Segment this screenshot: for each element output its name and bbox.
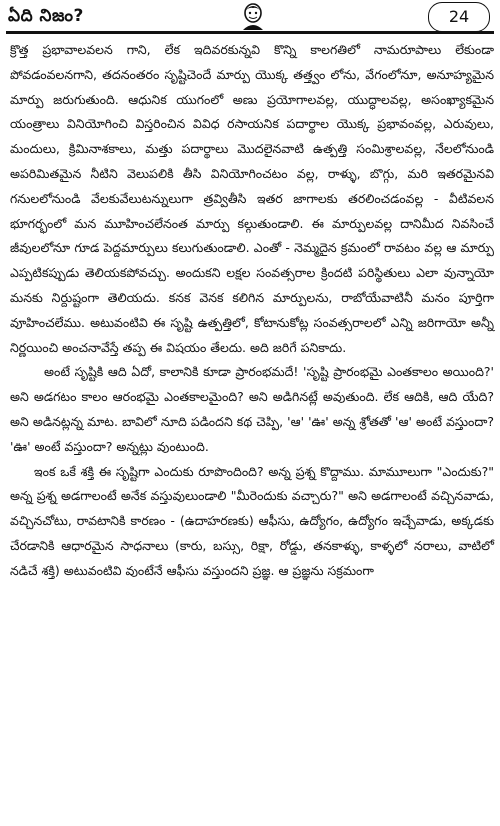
paragraph-2: అంటే సృష్టికి ఆది ఏదో, కాలానికి కూడా ప్రారంభమదే! 'సృష్టి ప్రారంభమై ఎంతకాలం అయింది?' అని అడగటం కాలం ఆరంభమై ఎంతకాలమైంది? అని అడిగినట్లే అవుతుంది. లేక ఆదికి, ఆది యేది? అని అడినట్లన్న మాట. బావిలో నూది పడిందని కథ చెప్పి, 'ఆ' 'ఊ' అన్న శ్రోతతో 'ఆ' అంటే వస్తుందా? 'ఊ' అంటే వస్తుందా? అన్నట్లు వుంటుంది.: [10, 364, 494, 454]
running-title: ఏది నిజం?: [8, 6, 84, 26]
author-portrait-icon: [240, 2, 266, 30]
page-number: 24: [448, 7, 470, 26]
page-number-box: [428, 2, 490, 32]
page-body: [10, 38, 494, 584]
paragraph-3: ఇంక ఒకే శక్తి ఈ సృష్టిగా ఎందుకు రూపొందింది? అన్న ప్రశ్న కొద్దాము. మామూలుగా "ఎందుకు?" అన్న ప్రశ్న అడగాలంటే అనేక వస్తువులుండాలి "మీరెందుకు వచ్చారు?" అని అడగాలంటే వచ్చినవాడు, వచ్చినచోటు, రావటానికి కారణం - (ఉదాహరణకు) ఆఫీసు, ఉద్యోగం, ఉద్యోగం ఇచ్చేవాడు, అక్కడకు చేరడానికి ఆధారమైన సాధనాలు (కారు, బస్సు, రిక్షా, రోడ్డు, తనకాళ్ళు, కాళ్ళలో నరాలు, వాటిలో నడిచే శక్తి) అటువంటివి వుంటేనే ఆఫీసు వస్తుందని ప్రజ్ఞ. ఆ ప్రజ్ఞను సక్రమంగా: [10, 463, 494, 578]
page-header: [4, 0, 496, 36]
paragraph-1: క్రొత్త ప్రభావాలవలన గాని, లేక ఇదివరకున్నవి కొన్ని కాలగతిలో నామరూపాలు లేకుండా పోవడంవలనగాని, తదనంతరం సృష్టిచెందే మార్పు యొక్క తత్త్వం లోను, వేగంలోనూ, అనూహ్యమైన మార్పు జరుగుతుంది. ఆధునిక యుగంలో అణు ప్రయోగాలవల్ల, యుద్ధాలవల్ల, అసంఖ్యాకమైన యంత్రాలు వినియోగించి విస్తరించిన వివిధ రసాయనిక పదార్థాల యొక్క ప్రభావంవల్ల, ఎరువులు, మందులు, క్రిమినాశకాలు, మత్తు పదార్థాలు మొదలైనవాటి ఉత్పత్తి సంమిశ్రాలవల్ల, నేలలోనుండి అపరిమితమైన నీటిని వెలుపలికి తీసి వినియోగించటం వల్ల, రాళ్ళు, బొగ్గు, మరి ఇతరమైనవి గనులలోనుండి వేలకువేలుటన్నులుగా త్రవ్వితీసి ఇతర జాగాలకు తరలించడంవల్ల - వీటివలన భూగర్భంలో మన మూహించలేనంత మార్పు కల్గుతుండాలి. ఈ మార్పులవల్ల దానిమీద నివసించే జీవులలోనూ గూడ పెద్దమార్పులు కలుగుతుండాలి. ఎంతో - నెమ్మదైన క్రమంలో రావటం వల్ల ఆ మార్పు ఎప్పటికప్పుడు తెలియకపోవచ్చు. అందుకని లక్షల సంవత్సరాల క్రిందటి పరిస్థితులు ఎలా వున్నాయో మనకు నిర్దుష్టంగా తెలియదు. కనక వెనక కలిగిన మార్పులను, రాబోయేవాటినీ మనం పూర్తిగా వూహించలేము. అటువంటివి ఈ సృష్టి ఉత్పత్తిలో, కోటానుకోట్ల సంవత్సరాలలో ఎన్ని జరిగాయో అన్నీ నిర్ణయించి అంచనావేస్తే తప్ప ఈ విషయం తేలదు. అది జరిగే పనికాదు.: [10, 42, 494, 355]
header-rule: [6, 31, 494, 34]
